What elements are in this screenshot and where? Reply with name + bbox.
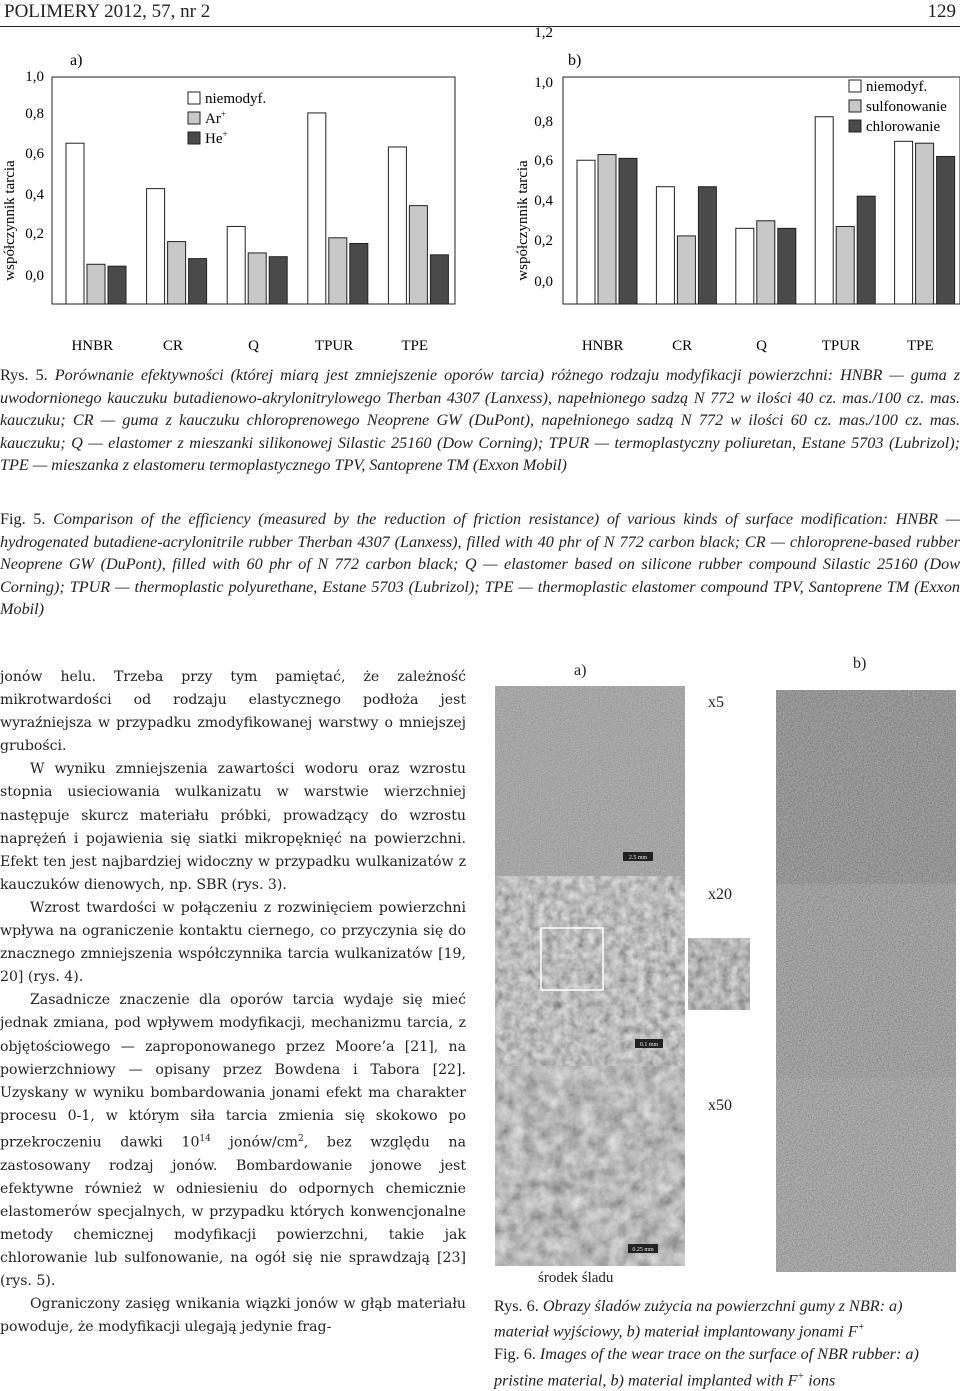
- bar: [577, 160, 595, 304]
- legend-entry: sulfonowanie: [866, 99, 947, 115]
- chart-panel-b: [515, 25, 960, 354]
- legend-swatch: [849, 80, 861, 92]
- bar: [778, 228, 796, 304]
- bar: [409, 206, 427, 304]
- figure-6-caption-en: [494, 1343, 960, 1391]
- panel-label: b): [568, 52, 582, 69]
- y-tick-label: 0,0: [25, 268, 44, 284]
- bar: [227, 226, 245, 304]
- y-tick-label: 1,0: [25, 69, 44, 85]
- paragraph-4-part-b: jonów/cm: [210, 1134, 299, 1151]
- bar: [308, 113, 326, 304]
- micrograph-implanted-x20: [776, 884, 956, 1078]
- bar: [619, 158, 637, 304]
- bar: [937, 156, 955, 304]
- y-tick-label: 0,2: [534, 233, 553, 249]
- y-tick-label: 0,0: [534, 274, 553, 290]
- paragraph-2: W wyniku zmniejszenia zawartości wodoru oraz wzrostu stopnia usieciowania wulkanizatu w warstwie wierzchniej następuje skurcz materiału próbki, prowadzący do wzrostu naprężeń i pojawienia się siatki mikropęknięć na powierzchni. Efekt ten jest najbardziej widoczny w przypadku wulkanizatów z kauczuków dienowych, np. SBR (rys. 3).: [0, 761, 466, 893]
- y-tick-label: 0,4: [25, 187, 44, 203]
- legend-swatch: [188, 132, 200, 144]
- wear-trace-center-label: środek śladu: [538, 1270, 614, 1286]
- figure-6-text-en: Images of the wear trace on the surface of NBR rubber: a) pristine material, b) material implanted with F: [494, 1345, 919, 1389]
- bar: [388, 147, 406, 304]
- bar: [189, 259, 207, 304]
- bar: [430, 255, 448, 304]
- bar: [269, 257, 287, 304]
- legend-swatch: [188, 92, 200, 104]
- x-tick-label: TPUR: [314, 338, 354, 354]
- micrograph-pristine-x5: [495, 686, 685, 876]
- scale-bar-x20: 0.1 mm: [639, 1042, 659, 1048]
- y-tick-label: 0,8: [534, 114, 553, 130]
- micrograph-pristine-x20: [495, 876, 685, 1066]
- bar: [895, 141, 913, 304]
- figure-5-caption-en: [0, 508, 960, 621]
- micrograph-pristine-x50: [495, 1066, 685, 1266]
- figure-6-caption: [494, 1295, 960, 1391]
- x-tick-label: HNBR: [581, 338, 624, 354]
- legend-entry: chlorowanie: [866, 119, 941, 135]
- y-tick-label: 1,2: [534, 25, 553, 41]
- figure-6-text-en-end: ions: [804, 1371, 836, 1389]
- bar: [598, 155, 616, 304]
- bar: [656, 187, 674, 304]
- scale-bar-x50: 0.25 mm: [632, 1247, 654, 1253]
- figure-5-charts: [0, 25, 960, 362]
- bar: [66, 143, 84, 304]
- panel-label: a): [70, 52, 83, 69]
- y-tick-label: 1,0: [534, 75, 553, 91]
- figure-6-label-a: a): [574, 662, 587, 679]
- legend-entry: Ar+: [205, 109, 226, 127]
- bar: [248, 253, 266, 304]
- paragraph-4-part-a: Zasadnicze znaczenie dla oporów tarcia wydaje się mieć jednak zmiana, pod wpływem modyfikacji, mechanizmu tarcia, z objętościowego — zaproponowanego przez Moore’a [21], na powierzchniowy — opisany przez Bowdena i Tabora [22]. Uzyskany w wyniku bombardowania jonami efekt ma charakter procesu 0-1, w którym siła tarcia zmienia się skokowo po przekroczeniu dawki 10: [0, 992, 466, 1151]
- legend-swatch: [188, 112, 200, 124]
- figure-5-label-pl: Rys. 5.: [0, 366, 48, 384]
- bar: [757, 221, 775, 304]
- x-tick-label: TPE: [906, 338, 934, 354]
- bar: [836, 226, 854, 304]
- y-axis-label: współczynnik tarcia: [2, 160, 18, 281]
- legend-swatch: [849, 100, 861, 112]
- x-tick-label: HNBR: [71, 338, 114, 354]
- legend-swatch: [849, 120, 861, 132]
- dose-exponent: 14: [199, 1133, 211, 1144]
- legend-entry: He+: [205, 129, 228, 147]
- bar: [168, 242, 186, 304]
- paragraph-4-part-c: , bez względu na zastosowany rodzaj jonów. Bombardowanie jonowe jest efektywne również w odniesieniu do odpornych chemicznie elastomerów specjalnych, w przypadku których konwencjonalne metody chemicznej modyfikacji powierzchni, takie jak chlorowanie lub sulfonowanie, na ogół się nie sprawdzają [23] (rys. 5).: [0, 1134, 466, 1290]
- bar: [815, 117, 833, 304]
- x-tick-label: TPE: [401, 338, 429, 354]
- figure-5-label-en: Fig. 5.: [0, 510, 46, 528]
- x-tick-label: TPUR: [821, 338, 861, 354]
- journal-title: POLIMERY 2012, 57, nr 2: [4, 1, 211, 22]
- bar: [147, 189, 165, 304]
- figure-5-text-en: Comparison of the efficiency (measured by the reduction of friction resistance) of various kinds of surface modification: HNBR — hydrogenated butadiene-acrylonitrile rubber Therban 4307 (Lanxess), filled with 40 phr of N 772 carbon black; CR — chloroprene-based rubber Neoprene GW (DuPont), filled with 60 phr of N 772 carbon black; Q — elastomer based on silicone rubber compound Silastic 25160 (Dow Corning); TPUR — thermoplastic polyurethane, Estane 5703 (Lubrizol); TPE — thermoplastic elastomer compound TPV, Santoprene TM (Exxon Mobil): [0, 510, 960, 619]
- bar: [329, 238, 347, 304]
- fluorine-charge-pl: +: [857, 1322, 865, 1334]
- y-tick-label: 0,8: [25, 106, 44, 122]
- bar: [736, 228, 754, 304]
- y-tick-label: 0,6: [25, 146, 44, 162]
- page-number: 129: [927, 1, 956, 22]
- chart-panel-a: [2, 52, 455, 354]
- micrograph-implanted-x50: [776, 1078, 956, 1272]
- bar: [108, 266, 126, 304]
- magnification-x20: x20: [708, 886, 732, 903]
- figure-6-label-pl: Rys. 6.: [494, 1297, 539, 1315]
- page-header: [0, 0, 960, 27]
- legend-entry: niemodyf.: [205, 91, 267, 107]
- x-tick-label: CR: [672, 338, 693, 354]
- fluorine-charge-en: +: [797, 1370, 805, 1382]
- bar: [698, 187, 716, 304]
- legend-entry: niemodyf.: [866, 79, 928, 95]
- micrographs-implanted: [776, 690, 956, 1272]
- magnification-x50: x50: [708, 1097, 732, 1114]
- paragraph-4: [0, 989, 466, 1293]
- bar: [350, 243, 368, 304]
- bar: [916, 143, 934, 304]
- paragraph-5: Ograniczony zasięg wnikania wiązki jonów w głąb materiału powoduje, że modyfikacji ulegają jedynie frag-: [0, 1296, 466, 1336]
- figure-5-caption-pl: [0, 364, 960, 477]
- x-tick-label: Q: [756, 338, 767, 354]
- y-tick-label: 0,2: [25, 226, 44, 242]
- body-text-column: [0, 666, 466, 1339]
- area-exponent: 2: [298, 1133, 304, 1144]
- y-axis-label: współczynnik tarcia: [515, 160, 531, 281]
- bar: [87, 264, 105, 304]
- paragraph-1: jonów helu. Trzeba przy tym pamiętać, że zależność mikrotwardości od rodzaju elastycznego podłoża jest wyraźniejsza w przypadku zmodyfikowanej warstwy o mniejszej grubości.: [0, 669, 466, 755]
- figure-6-text-pl: Obrazy śladów zużycia na powierzchni gumy z NBR: a) materiał wyjściowy, b) materiał implantowany jonami F: [494, 1297, 903, 1341]
- bar: [677, 236, 695, 304]
- figure-5-text-pl: Porównanie efektywności (której miarą jest zmniejszenie oporów tarcia) różnego rodzaju modyfikacji powierzchni: HNBR — guma z uwodornionego kauczuku butadienowo-akrylonitrylowego Therban 4307 (Lanxess), napełnionego sadzą N 772 w ilości 40 cz. mas./100 cz. mas. kauczuku; CR — guma z kauczuku chloroprenowego Neoprene GW (DuPont), napełnionego sadzą N 772 w ilości 60 cz. mas./100 cz. mas. kauczuku; Q — elastomer z mieszanki silikonowej Silastic 25160 (Dow Corning); TPUR — termoplastyczny poliuretan, Estane 5703 (Lubrizol); TPE — mieszanka z elastomeru termoplastycznego TPV, Santoprene TM (Exxon Mobil): [0, 366, 960, 475]
- magnification-x5: x5: [708, 694, 724, 711]
- paragraph-3: Wzrost twardości w połączeniu z rozwinięciem powierzchni wpływa na ograniczenie kontaktu ciernego, co przyczynia się do znacznego zmniejszenia współczynnika tarcia wulkanizatów [19, 20] (rys. 4).: [0, 899, 466, 986]
- micrograph-zoom-inset: [688, 938, 750, 1010]
- figure-6-caption-pl: [494, 1295, 960, 1343]
- figure-6-label-en: Fig. 6.: [494, 1345, 536, 1364]
- y-tick-label: 0,6: [534, 153, 553, 169]
- bar: [857, 196, 875, 304]
- x-tick-label: Q: [248, 338, 259, 354]
- micrographs-pristine: [495, 686, 685, 1266]
- micrograph-implanted-x5: [776, 690, 956, 884]
- x-tick-label: CR: [162, 338, 183, 354]
- scale-bar-x5: 2.5 mm: [628, 855, 648, 861]
- figure-6-label-b: b): [853, 655, 867, 672]
- y-tick-label: 0,4: [534, 193, 553, 209]
